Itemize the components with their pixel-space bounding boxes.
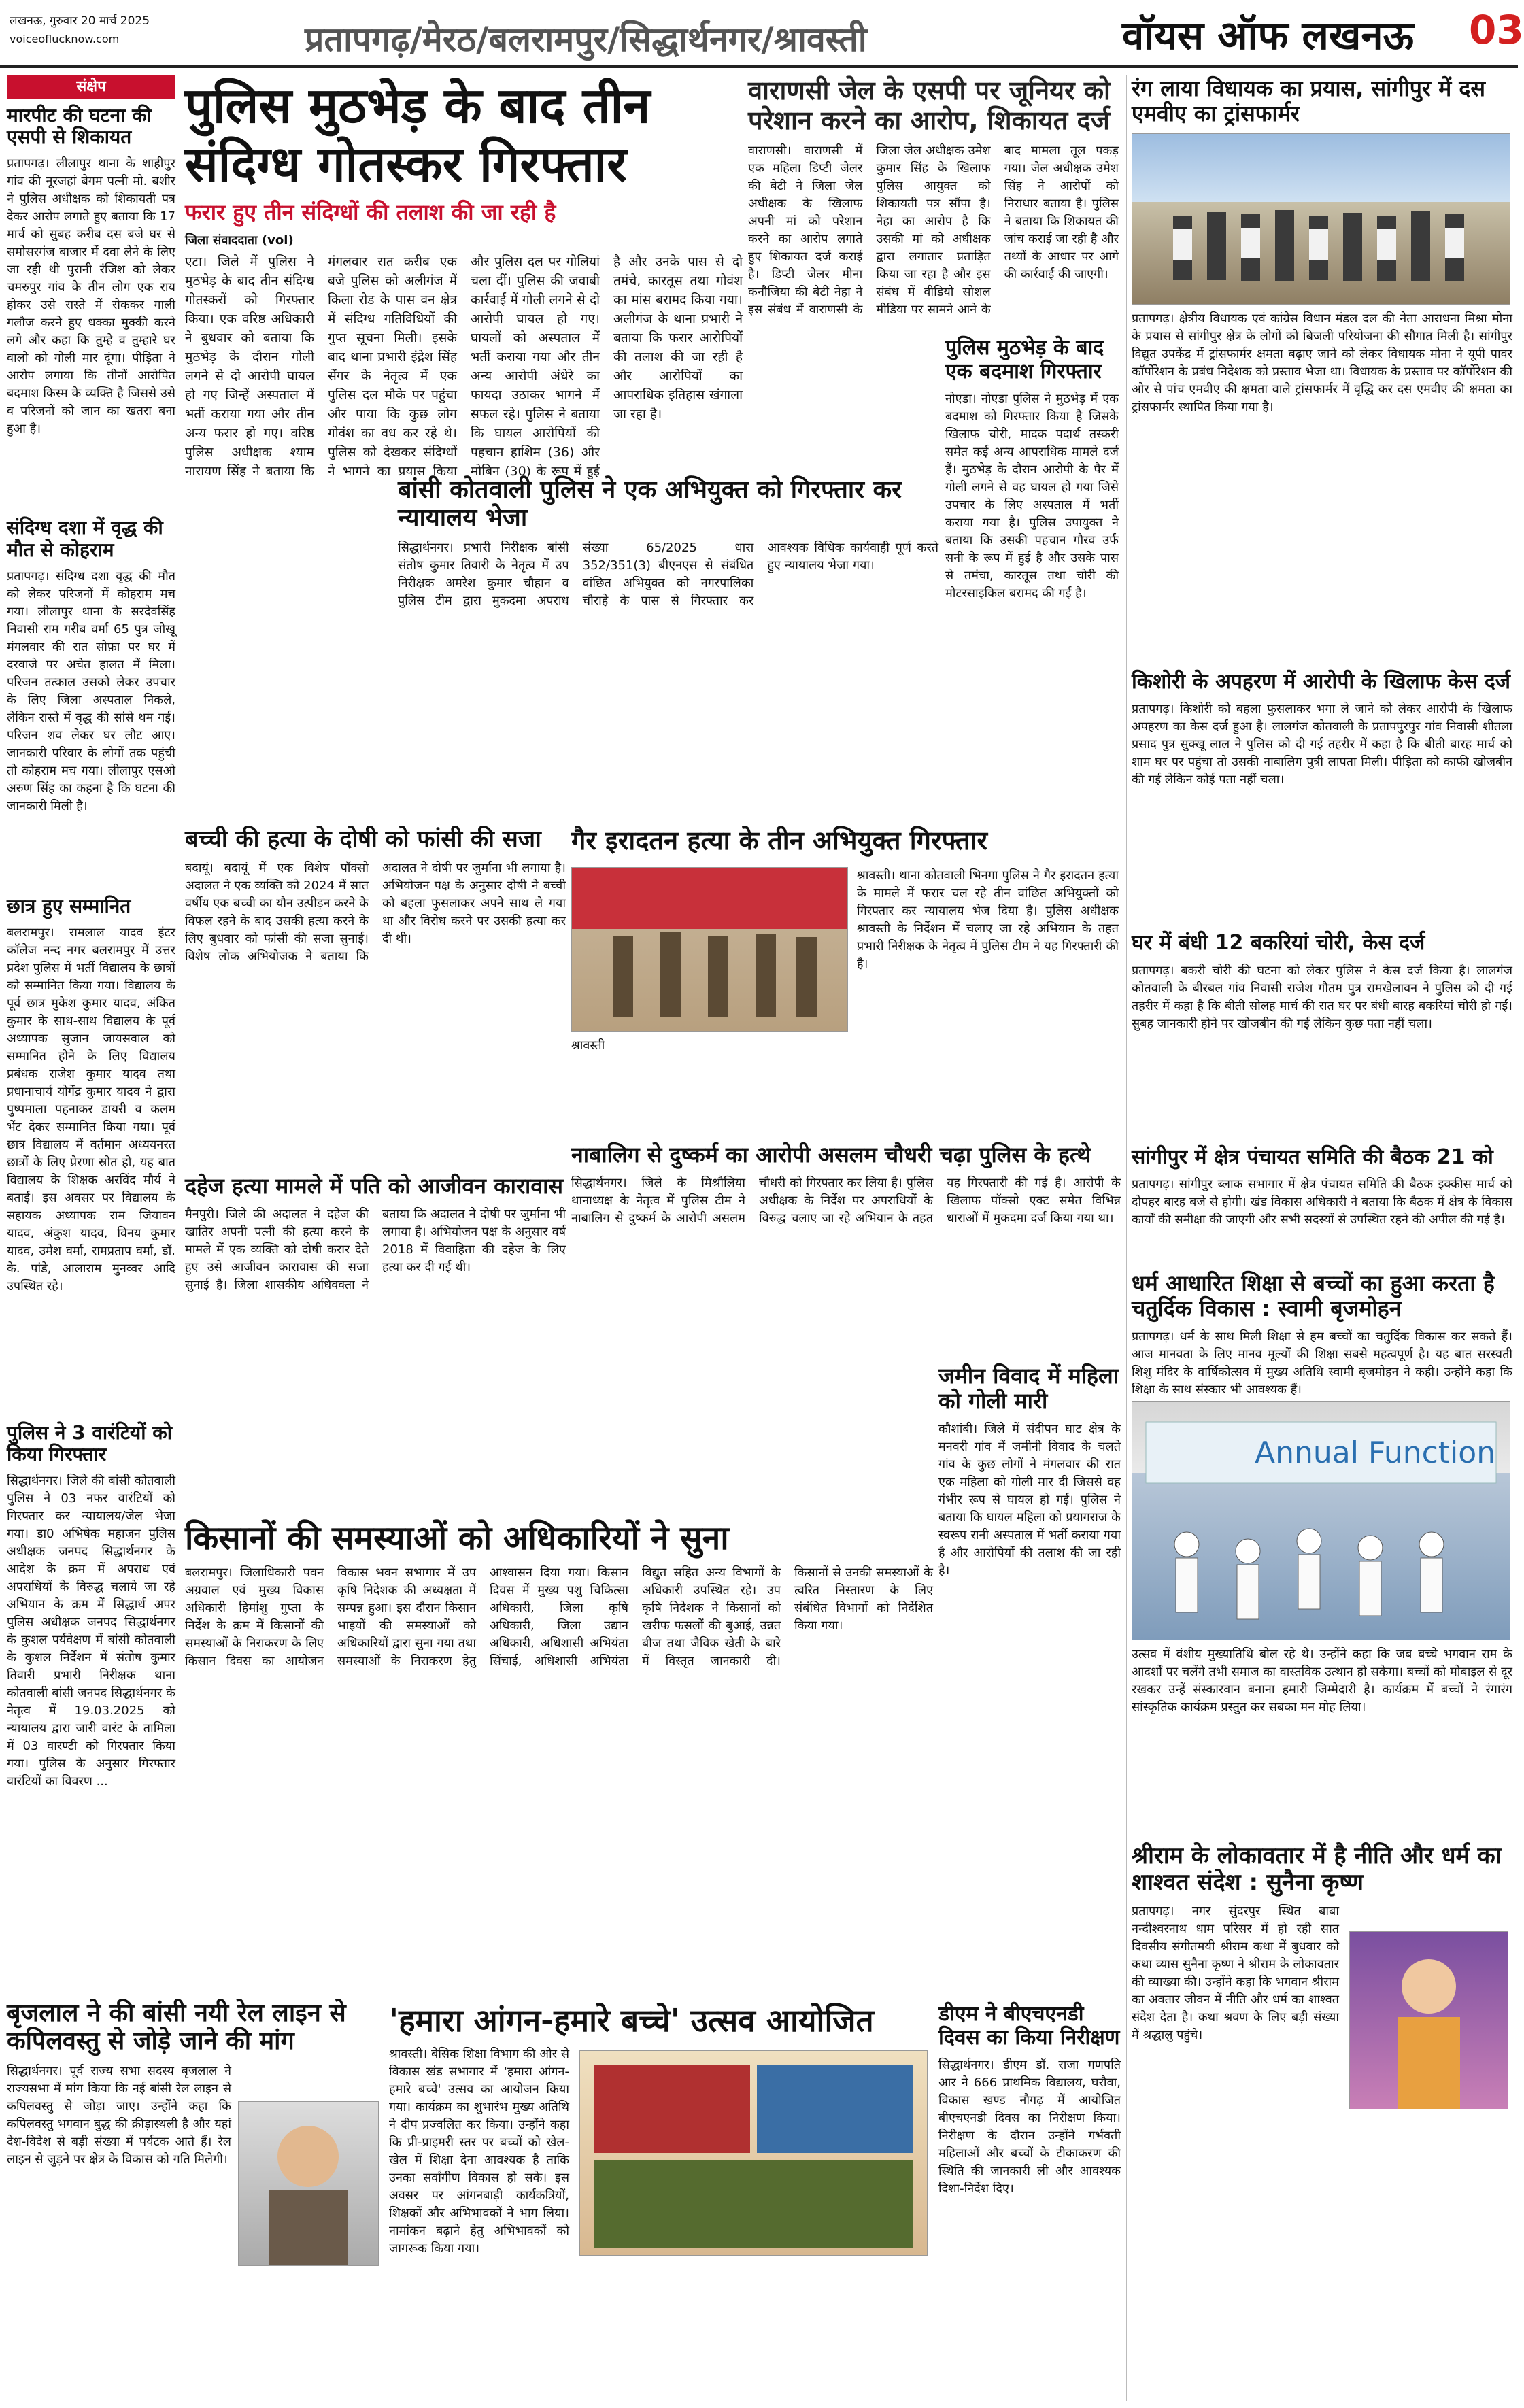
page-number: 03 <box>1469 7 1524 53</box>
headline[interactable]: वाराणसी जेल के एसपी पर जूनियर को परेशान करने का आरोप, शिकायत दर्ज <box>748 75 1111 135</box>
website-link[interactable]: voiceoflucknow.com <box>10 33 120 46</box>
story-body: कौशांबी। जिले में संदीपन घाट क्षेत्र के मनवरी गांव में जमीनी विवाद के चलते गांव के कुछ लोगों ने मंगलवार की रात एक महिला को गोली मार दी जिससे वह गंभीर रूप से घायल हो गई। पुलिस ने बताया कि घायल महिला को प्रयागराज के स्वरूप रानी अस्पताल में भर्ती कराया गया है और आरोपियों की तलाश की जा रही है। <box>938 1421 1121 1578</box>
headline[interactable]: घर में बंधी 12 बकरियां चोरी, केस दर्ज <box>1132 931 1425 955</box>
hamara-story <box>389 2003 933 2401</box>
headline[interactable]: बांसी कोतवाली पुलिस ने एक अभियुक्त को गिरफ्तार कर न्यायालय भेजा <box>398 476 902 532</box>
headline[interactable]: किशोरी के अपहरण में आरोपी के खिलाफ केस दर्ज <box>1132 669 1511 694</box>
headline[interactable]: रंग लाया विधायक का प्रयास, सांगीपुर में दस एमवीए का ट्रांसफार्मर <box>1132 75 1486 126</box>
photo-school-event <box>1132 1401 1510 1640</box>
story-body: श्रावस्ती। बेसिक शिक्षा विभाग की ओर से विकास खंड सभागार में 'हमारा आंगन-हमारे बच्चे' उत्सव का आयोजन किया गया। कार्यक्रम का शुभारंभ मुख्य अतिथि ने दीप प्रज्वलित कर किया। उन्होंने कहा कि प्री-प्राइमरी स्तर पर बच्चों को खेल-खेल में शिक्षा देना आवश्यक है ताकि उनका सर्वांगीण विकास हो सके। इस अवसर पर आंगनबाड़ी कार्यकत्रियों, शिक्षकों और अभिभावकों ने भाग लिया। नामांकन बढ़ाने हेतु अभिभावकों को जागरूक किया गया। <box>389 2046 569 2256</box>
photo-brijlal <box>238 2101 379 2266</box>
headline[interactable]: किसानों की समस्याओं को अधिकारियों ने सुना <box>185 1519 729 1557</box>
headline[interactable]: बृजलाल ने की बांसी नयी रेल लाइन से कपिलवस्तु से जोड़े जाने की मांग <box>7 1999 346 2056</box>
svg-text:Annual Function: Annual Function <box>1255 1436 1496 1470</box>
story-body: प्रतापगढ़। बकरी चोरी की घटना को लेकर पुलिस ने केस दर्ज किया है। लालगंज कोतवाली के बीरबल गांव निवासी राजेश गौतम पुत्र रामखेलावन ने पुलिस को दी गई तहरीर में कहा है कि बीती सोलह मार्च की रात घर पर बंधी बारह बकरियां चोरी हो गईं। सुबह जानकारी होने पर खोजबीन की गई लेकिन कुछ पता नहीं चला। <box>1132 963 1512 1031</box>
byline: जिला संवाददाता (vol) <box>185 233 294 248</box>
bachchi-story <box>185 826 566 1513</box>
gair-story <box>571 826 1121 1139</box>
brief-title[interactable]: छात्र हुए सम्मानित <box>7 894 131 917</box>
issue-date: लखनऊ, गुरुवार 20 मार्च 2025 <box>10 14 150 28</box>
story-body: एटा। जिले में पुलिस ने मुठभेड़ के बाद तीन संदिग्ध गोतस्करों को गिरफ्तार किया। एक वरिष्ठ अधिकारी ने बुधवार को बताया कि मुठभेड़ के दौरान गोली लगने से दो आरोपी घायल हो गए जिन्हें अस्पताल में भर्ती कराया गया और तीन अन्य फरार हो गए। वरिष्ठ पुलिस अधीक्षक श्याम नारायण सिंह ने बताया कि मंगलवार रात करीब एक बजे पुलिस को अलीगंज में किला रोड के पास वन क्षेत्र में संदिग्ध गतिविधियों की गुप्त सूचना मिली। इसके बाद थाना प्रभारी इंद्रेश सिंह सेंगर के नेतृत्व में एक पुलिस दल मौके पर पहुंचा और पाया कि कुछ लोग गोवंश का वध कर रहे थे। पुलिस को देखकर संदिग्धों ने भागने का प्रयास किया और पुलिस दल पर गोलियां चला दीं। पुलिस की जवाबी कार्रवाई में गोली लगने से दो आरोपी घायल हो गए। घायलों को अस्पताल में भर्ती कराया गया और तीन अन्य आरोपी अंधेरे का फायदा उठाकर भागने में सफल रहे। पुलिस ने बताया कि घायल आरोपियों की पहचान हाशिम (36) और मोबिन (30) के रूप में हुई है और उनके पास से दो तमंचे, कारतूस तथा गोवंश का मांस बरामद किया गया। अलीगंज के थाना प्रभारी ने बताया कि फरार आरोपियों की तलाश की जा रही है और आरोपियों का आपराधिक इतिहास खंगाला जा रहा है। <box>185 254 743 479</box>
subheadline: फरार हुए तीन संदिग्धों की तलाश की जा रही है <box>185 199 556 225</box>
headline[interactable]: दहेज हत्या मामले में पति को आजीवन कारावास <box>185 1173 564 1200</box>
masthead <box>0 0 1524 68</box>
headline[interactable]: जमीन विवाद में महिला को गोली मारी <box>938 1363 1119 1414</box>
people-illustration <box>1132 134 1510 304</box>
rail-story <box>7 1999 384 2401</box>
speaker-illustration <box>1350 1932 1508 2109</box>
brief-title[interactable]: संदिग्ध दशा में वृद्ध की मौत से कोहराम <box>7 516 163 561</box>
brief-body: प्रतापगढ़। लीलापुर थाना के शाहीपुर गांव की नूरजहां बेगम पत्नी मो. बशीर ने पुलिस अधीक्षक को शिकायती पत्र देकर आरोप लगाते हुए बताया कि 17 मार्च को सुबह करीब दस बजे घर से समोसरगंज बाजार में दवा लेने के लिए जा रही थी पुरानी रंजिश को लेकर चमरुपुर गांव के तीन लोग एक राय होकर उसे रास्ते में रोककर गाली गलौज करने हुए धक्का मुक्की करने लगे और कहा कि तुम्हे व तुम्हारे घर वालो को गोली मार दूंगा। पीड़िता ने आरोप लगाया कि तीनों आरोपित बदमाश किस्म के व्यक्ति है जिससे उसे व परिजनों को जान का खतरा बना हुआ है। <box>7 156 175 437</box>
photo-arrest <box>571 867 848 1032</box>
headline[interactable]: पुलिस मुठभेड़ के बाद तीन संदिग्ध गोतस्कर गिरफ्तार <box>185 77 651 192</box>
event-illustration <box>580 2051 927 2255</box>
portrait-illustration <box>239 2102 378 2265</box>
headline[interactable]: सांगीपुर में क्षेत्र पंचायत समिति की बैठक 21 को <box>1132 1144 1493 1169</box>
photo-sunaina <box>1349 1931 1508 2109</box>
story-caption: श्रावस्ती <box>571 1038 605 1053</box>
dm-story <box>938 2003 1121 2401</box>
story-body: सिद्धार्थनगर। प्रभारी निरीक्षक बांसी संतोष कुमार तिवारी के नेतृत्व में उप निरीक्षक अमरेश कुमार चौहान व पुलिस टीम द्वारा मुकदमा अपराध संख्या 65/2025 धारा 352/351(3) बीएनएस से संबंधित वांछित अभियुक्त को नगरपालिका चौराहे के पास से गिरफ्तार कर आवश्यक विधिक कार्यवाही पूर्ण करते हुए न्यायालय भेजा गया। <box>398 540 938 608</box>
headline[interactable]: गैर इरादतन हत्या के तीन अभियुक्त गिरफ्तार <box>571 826 988 855</box>
story-body: बलरामपुर। जिलाधिकारी पवन अग्रवाल एवं मुख्य विकास अधिकारी हिमांशु गुप्ता के निर्देश के क्रम में किसानों की समस्याओं के निराकरण के लिए किसान दिवस का आयोजन विकास भवन सभागार में उप कृषि निदेशक की अध्यक्षता में सम्पन्न हुआ। इस दौरान किसान भाइयों की समस्याओं को अधिकारियों द्वारा सुना गया तथा समस्याओं के निराकरण हेतु आश्वासन दिया गया। किसान दिवस में मुख्य पशु चिकित्सा अधिकारी, जिला कृषि अधिकारी, जिला उद्यान अधिकारी, अधिशासी अभियंता सिंचाई, अधिशासी अभियंता विद्युत सहित अन्य विभागों के अधिकारी उपस्थित रहे। उप कृषि निदेशक ने किसानों को खरीफ फसलों की बुआई, उन्नत बीज तथा जैविक खेती के बारे में विस्तृत जानकारी दी। किसानों से उनकी समस्याओं के त्वरित निस्तारण के लिए संबंधित विभागों को निर्देशित किया गया। <box>185 1565 933 1669</box>
brief-title[interactable]: पुलिस ने 3 वारंटियों को किया गिरफ्तार <box>7 1421 172 1466</box>
bansi-story <box>398 476 938 816</box>
stage-illustration <box>1132 1402 1510 1640</box>
jameen-story <box>938 1363 1121 1996</box>
kisan-story <box>185 1520 933 1996</box>
noida-story <box>945 337 1119 853</box>
shriram-story <box>1132 1646 1512 2401</box>
story-body: नोएडा। नोएडा पुलिस ने मुठभेड़ में एक बदमाश को गिरफ्तार किया है जिसके खिलाफ चोरी, मादक पदार्थ तस्करी समेत कई अन्य आपराधिक मामले दर्ज हैं। मुठभेड़ के दौरान आरोपी के पैर में गोली लगने से वह घायल हो गया जिसे उपचार के लिए अस्पताल में भर्ती कराया गया है। पुलिस उपायुक्त ने बताया कि उसकी पहचान गौरव उर्फ सनी के रूप में हुई है और उसके पास से तमंचा, कारतूस तथा चोरी की मोटरसाइकिल बरामद की गई है। <box>945 392 1119 600</box>
headline[interactable]: नाबालिग से दुष्कर्म का आरोपी असलम चौधरी चढ़ा पुलिस के हत्थे <box>571 1142 1091 1168</box>
story-body: वाराणसी। वाराणसी में एक महिला डिप्टी जेलर की बेटी ने जिला जेल अधीक्षक के खिलाफ अपनी मां को परेशान करने का आरोप लगाते हुए शिकायत दर्ज कराई है। डिप्टी जेलर मीना कनौजिया की बेटी नेहा ने इस संबंध में वाराणसी के जिला जेल अधीक्षक उमेश कुमार सिंह के खिलाफ पुलिस आयुक्त को शिकायती पत्र सौंपा है। नेहा का आरोप है कि उसकी मां को अधीक्षक द्वारा लगातार प्रताड़ित किया जा रहा है और इस संबंध में वीडियो सोशल मीडिया पर सामने आने के बाद मामला तूल पकड़ गया। जेल अधीक्षक उमेश सिंह ने आरोपों को निराधार बताया है। पुलिस ने बताया कि शिकायत की जांच कराई जा रही है और तथ्यों के आधार पर आगे की कार्रवाई की जाएगी। <box>748 143 1119 318</box>
story-body: बदायूं। बदायूं में एक विशेष पॉक्सो अदालत ने एक व्यक्ति को 2024 में सात वर्षीय एक बच्ची का यौन उत्पीड़न करने के विफल रहने के बाद उसकी हत्या करने के लिए बुधवार को फांसी की सजा सुनाई। विशेष लोक अभियोजक ने बताया कि अदालत ने दोषी पर जुर्माना भी लगाया है। अभियोजन पक्ष के अनुसार दोषी ने बच्ची को बहला फुसलाकर अपने साथ ले गया था और विरोध करने पर उसकी हत्या कर दी थी। <box>185 861 566 964</box>
story-body: प्रतापगढ़। नगर सुंदरपुर स्थित बाबा नन्दीश्वरनाथ धाम परिसर में हो रही सात दिवसीय संगीतमयी श्रीराम कथा में बुधवार को कथा व्यास सुनैना कृष्ण ने श्रीराम के लोकावतार की व्याख्या की। उन्होंने कहा कि भगवान श्रीराम का अवतार जीवन में नीति और धर्म का शाश्वत संदेश देता है। कथा श्रवण के लिए बड़ी संख्या में श्रद्धालु पहुंचे। <box>1132 1904 1339 2043</box>
headline[interactable]: बच्ची की हत्या के दोषी को फांसी की सजा <box>185 826 541 853</box>
photo-transformer <box>1132 133 1510 305</box>
headline[interactable]: 'हमारा आंगन-हमारे बच्चे' उत्सव आयोजित <box>389 2002 874 2039</box>
story-body: मैनपुरी। जिले की अदालत ने दहेज की खातिर अपनी पत्नी की हत्या करने के मामले में एक व्यक्ति को दोषी करार देते हुए उसे आजीवन कारावास की सजा सुनाई है। जिला शासकीय अधिवक्ता ने बताया कि अदालत ने दोषी पर जुर्माना भी लगाया है। अभियोजन पक्ष के अनुसार वर्ष 2018 में विवाहिता की दहेज के लिए हत्या कर दी गई थी। <box>185 1206 566 1292</box>
story-body: प्रतापगढ़। किशोरी को बहला फुसलाकर भगा ले जाने को लेकर आरोपी के खिलाफ अपहरण का केस दर्ज हुआ है। लालगंज कोतवाली के प्रतापपुरपुर गांव निवासी शीतला प्रसाद पुत्र सुक्खू लाल ने पुलिस को दी गई तहरीर में कहा है कि बीती बारह मार्च को शाम घर पर पहुंचा तो उसकी नाबालिग पुत्री लापता मिली। पीड़िता को काफी खोजबीन की गई लेकिन कोई पता नहीं चला। <box>1132 702 1512 787</box>
story-body: सिद्धार्थनगर। डीएम डॉ. राजा गणपति आर ने 666 प्राथमिक विद्यालय, घरौवा, विकास खण्ड नौगढ़ में आयोजित बीएचएनडी दिवस का निरीक्षण किया। निरीक्षण के दौरान उन्होंने गर्भवती महिलाओं और बच्चों के टीकाकरण की स्थिति की जानकारी ली और आवश्यक दिशा-निर्देश दिए। <box>938 2058 1121 2196</box>
newspaper-brand: वॉयस ऑफ लखनऊ <box>1122 12 1415 58</box>
police-illustration <box>572 868 847 1031</box>
headline[interactable]: श्रीराम के लोकावतार में है नीति और धर्म का शाश्वत संदेश : सुनैना कृष्ण <box>1132 1842 1502 1897</box>
brief-body: सिद्धार्थनगर। जिले की बांसी कोतवाली पुलिस ने 03 नफर वारंटियों को गिरफ्तार कर न्यायालय/जेल भेजा गया। डा0 अभिषेक महाजन पुलिस अधीक्षक जनपद सिद्धार्थनगर के आदेश के क्रम में अपराध एवं अपराधियों के विरुद्ध चलाये जा रहे अभियान के क्रम में सिद्धार्थ अपर पुलिस अधीक्षक जनपद सिद्धार्थनगर के कुशल पर्यवेक्षण में बांसी कोतवाली के कुशल निर्देशन में संतोष कुमार तिवारी प्रभारी निरीक्षक थाना कोतवाली बांसी जनपद सिद्धार्थनगर के नेतृत्व में 19.03.2025 को न्यायालय द्वारा जारी वारंट के तामिला में 03 वारण्टी को गिरफ्तार किया गया। पुलिस के अनुसार गिरफ्तार वारंटियों का विवरण ... <box>7 1474 175 1789</box>
sankshep-column <box>7 75 175 1972</box>
brief-body: प्रतापगढ़। संदिग्ध दशा वृद्ध की मौत को लेकर परिजनों में कोहराम मच गया। लीलापुर थाना के सरदेवसिंह निवासी राम गरीब वर्मा 65 पुत्र जोखू मंगलवार की रात सोफ़ा पर घर में दरवाजे पर अचेत हालत में मिला। परिजन तत्काल उसको लेकर उपचार के लिए जिला अस्पताल निकले, लेकिन रास्ते में वृद्ध की सांसे थम गई। परिजन शव लेकर घर लौट आए। जानकारी परिवार के लोगों तक पहुंची तो कोहराम मच गया। लीलापुर एसओ अरुण सिंह का कहना है कि घटना की जानकारी मिली है। <box>7 569 175 813</box>
sankshep-label: संक्षेप <box>7 75 175 99</box>
story-body: सिद्धार्थनगर। जिले के मिश्रौलिया थानाध्यक्ष के नेतृत्व में पुलिस टीम ने नाबालिग से दुष्कर्म के आरोपी असलम चौधरी को गिरफ्तार कर लिया है। पुलिस अधीक्षक के निर्देश पर अपराधियों के विरुद्ध चलाए जा रहे अभियान के तहत यह गिरफ्तारी की गई है। आरोपी के खिलाफ पॉक्सो एक्ट समेत विभिन्न धाराओं में मुकदमा दर्ज किया गया था। <box>571 1175 1121 1225</box>
headline[interactable]: पुलिस मुठभेड़ के बाद एक बदमाश गिरफ्तार <box>945 336 1104 384</box>
story-body: श्रावस्ती। थाना कोतवाली भिनगा पुलिस ने गैर इरादतन हत्या के मामले में फरार चल रहे तीन वांछित अभियुक्तों को गिरफ्तार कर न्यायालय भेज दिया है। पुलिस अधीक्षक श्रावस्ती के निर्देशन में चलाए जा रहे अभियान के तहत प्रभारी निरीक्षक के नेतृत्व में पुलिस टीम ने यह गिरफ्तारी की है। <box>857 868 1119 971</box>
section-cities: प्रतापगढ़/मेरठ/बलरामपुर/सिद्धार्थनगर/श्रावस्ती <box>305 20 867 59</box>
story-body: सिद्धार्थनगर। पूर्व राज्य सभा सदस्य बृजलाल ने राज्यसभा में मांग किया कि नई बांसी रेल लाइन से कपिलवस्तु से जोड़ा जाए। उन्होंने कहा कि कपिलवस्तु भगवान बुद्ध की क्रीड़ास्थली है और यहां देश-विदेश से बड़ी संख्या में पर्यटक आते हैं। रेल लाइन से जुड़ने पर क्षेत्र के विकास को गति मिलेगी। <box>7 2063 231 2167</box>
story-body: प्रतापगढ़। सांगीपुर ब्लाक सभागार में क्षेत्र पंचायत समिति की बैठक इक्कीस मार्च को दोपहर बारह बजे से होगी। खंड विकास अधिकारी ने बताया कि बैठक में क्षेत्र के विकास कार्यों की समीक्षा की जाएगी और सभी सदस्यों से उपस्थित रहने की अपील की गई है। <box>1132 1177 1512 1227</box>
story-body: प्रतापगढ़। धर्म के साथ मिली शिक्षा से हम बच्चों का चतुर्दिक विकास कर सकते हैं। आज मानवता के लिए मानव मूल्यों की शिक्षा सबसे महत्वपूर्ण है। यह बात सरस्वती शिशु मंदिर के वार्षिकोत्सव में मुख्य अतिथि स्वामी बृजमोहन ने कही। उन्होंने कहा कि शिक्षा के साथ संस्कार भी आवश्यक हैं। <box>1132 1329 1512 1397</box>
brief-body: बलरामपुर। रामलाल यादव इंटर कॉलेज नन्द नगर बलरामपुर में उत्तर प्रदेश पुलिस में भर्ती विद्यालय के छात्रों को सम्मानित किया गया। विद्यालय के पूर्व छात्र मुकेश कुमार यादव, अंकित कुमार के साथ-साथ विद्यालय के पूर्व अध्यापक सुजान जायसवाल को सम्मानित होने के लिए विद्यालय प्रबंधक राजेश कुमार यादव तथा प्रधानाचार्य योगेंद्र कुमार यादव ने द्वारा पुष्पमाला पहनाकर डायरी व कलम भेंट देकर सम्मानित किया गया। पूर्व छात्र विद्यालय में वर्तमान अध्ययनरत छात्रों के लिए प्रेरणा स्रोत हो, यह बात विद्यालय के शिक्षक अरविंद मौर्य ने बताई। इस अवसर पर विद्यालय के सहायक अध्यापक राम जियावन यादव, अंकुश यादव, विनय कुमार यादव, उमेश वर्मा, रामप्रताप वर्मा, डॉ. के. पांडे, आलाराम मुनव्वर आदि उपस्थित रहे। <box>7 925 175 1293</box>
story-body: उत्सव में वंशीय मुख्यातिथि बोल रहे थे। उन्होंने कहा कि जब बच्चे भगवान राम के आदर्शों पर चलेंगे तभी समाज का वास्तविक उत्थान हो सकेगा। बच्चों को मोबाइल से दूर रखकर उन्हें संस्कारवान बनाना हमारी जिम्मेदारी है। कार्यक्रम में बच्चों ने रंगारंग सांस्कृतिक कार्यक्रम प्रस्तुत कर सबका मन मोह लिया। <box>1132 1647 1512 1714</box>
photo-utsav <box>579 2050 928 2256</box>
story-body: प्रतापगढ़। क्षेत्रीय विधायक एवं कांग्रेस विधान मंडल दल की नेता आराधना मिश्रा मोना के प्रयास से सांगीपुर क्षेत्र के लोगों को बिजली परियोजना की सौगात मिली है। सांगीपुर विद्युत उपकेंद्र में ट्रांसफार्मर क्षमता बढ़ाए जाने को लेकर विधायक मोना ने यूपी पावर कॉर्पोरेशन के प्रबंध निदेशक को प्रस्ताव भेजा था। विधायक के प्रस्ताव पर कॉर्पोरेशन की ओर से पांच एमवीए की क्षमता वाले ट्रांसफार्मर में वृद्धि कर दस एमवीए की क्षमता का ट्रांसफार्मर स्थापित किया गया है। <box>1132 311 1512 414</box>
headline[interactable]: धर्म आधारित शिक्षा से बच्चों का हुआ करता है चतुर्दिक विकास : स्वामी बृजमोहन <box>1132 1270 1495 1321</box>
headline[interactable]: डीएम ने बीएचएनडी दिवस का किया निरीक्षण <box>938 2002 1120 2050</box>
nabalig-story <box>571 1142 1121 1346</box>
brief-title[interactable]: मारपीट की घटना की एसपी से शिकायत <box>7 104 152 149</box>
